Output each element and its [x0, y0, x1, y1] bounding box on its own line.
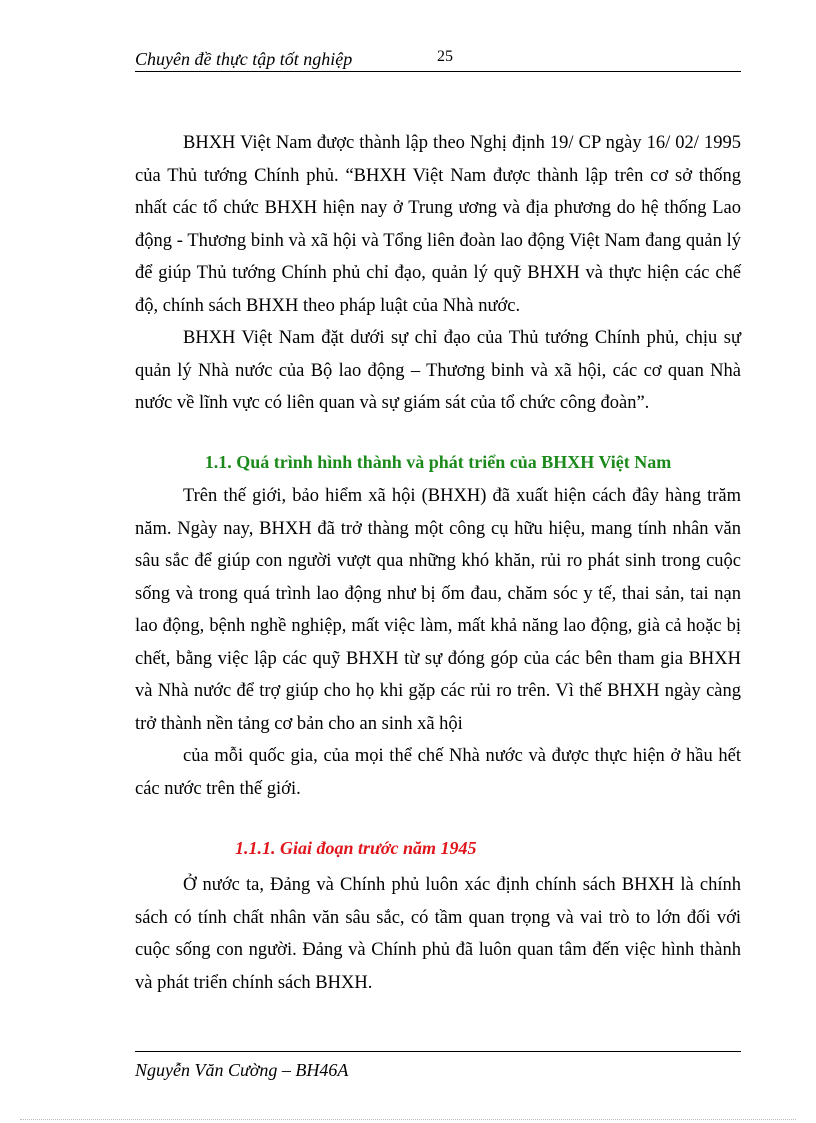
page-bottom-border [20, 1119, 796, 1120]
paragraph-bhxh-establishment: BHXH Việt Nam được thành lập theo Nghị định 19/ CP ngày 16/ 02/ 1995 của Thủ tướng Chính phủ. “BHXH Việt Nam được thành lập trên cơ sở thống nhất các tổ chức BHXH hiện nay ở Trung ương và địa phương do hệ thống Lao động - Thương binh và xã hội và Tổng liên đoàn lao động Việt Nam đang quản lý để giúp Thủ tướng Chính phủ chỉ đạo, quản lý quỹ BHXH và thực hiện các chế độ, chính sách BHXH theo pháp luật của Nhà nước. [135, 133, 741, 316]
footer-author: Nguyễn Văn Cường – BH46A [135, 1060, 349, 1080]
paragraph-bhxh-world: Trên thế giới, bảo hiểm xã hội (BHXH) đã xuất hiện cách đây hàng trăm năm. Ngày nay, BHXH đã trở thàng một công cụ hữu hiệu, mang tính nhân văn sâu sắc để giúp con người vượt qua những khó khăn, rủi ro phát sinh trong cuộc sống và trong quá trình lao động như bị ốm đau, chăm sóc y tế, thai sản, tai nạn lao động, bệnh nghề nghiệp, mất việc làm, mất khả năng lao động, già cả hoặc bị chết, bằng việc lập các quỹ BHXH từ sự đóng góp của các bên tham gia BHXH và Nhà nước để trợ giúp cho họ khi gặp các rủi ro trên. Vì thế BHXH ngày càng trở thành nền tảng cơ bản cho an sinh xã hội [135, 486, 741, 734]
paragraph-bhxh-world-continued: của mỗi quốc gia, của mọi thể chế Nhà nước và được thực hiện ở hầu hết các nước trên thế giới. [135, 746, 741, 799]
section-heading-1-1-1: 1.1.1. Giai đoạn trước năm 1945 [235, 838, 477, 858]
section-heading-1-1: 1.1. Quá trình hình thành và phát triển của BHXH Việt Nam [204, 452, 672, 472]
page-number: 25 [437, 48, 453, 65]
header-title: Chuyên đề thực tập tốt nghiệp [135, 49, 353, 69]
paragraph-bhxh-supervision: BHXH Việt Nam đặt dưới sự chỉ đạo của Thủ tướng Chính phủ, chịu sự quản lý Nhà nước của Bộ lao động – Thương binh và xã hội, các cơ quan Nhà nước về lĩnh vực có liên quan và sự giám sát của tổ chức công đoàn”. [135, 328, 741, 413]
paragraph-vietnam-policy: Ở nước ta, Đảng và Chính phủ luôn xác định chính sách BHXH là chính sách có tính chất nhân văn sâu sắc, có tầm quan trọng và vai trò to lớn đối với cuộc sống con người. Đảng và Chính phủ đã luôn quan tâm đến việc hình thành và phát triển chính sách BHXH. [135, 875, 741, 993]
page-header [135, 47, 741, 72]
page-footer [135, 1051, 741, 1082]
